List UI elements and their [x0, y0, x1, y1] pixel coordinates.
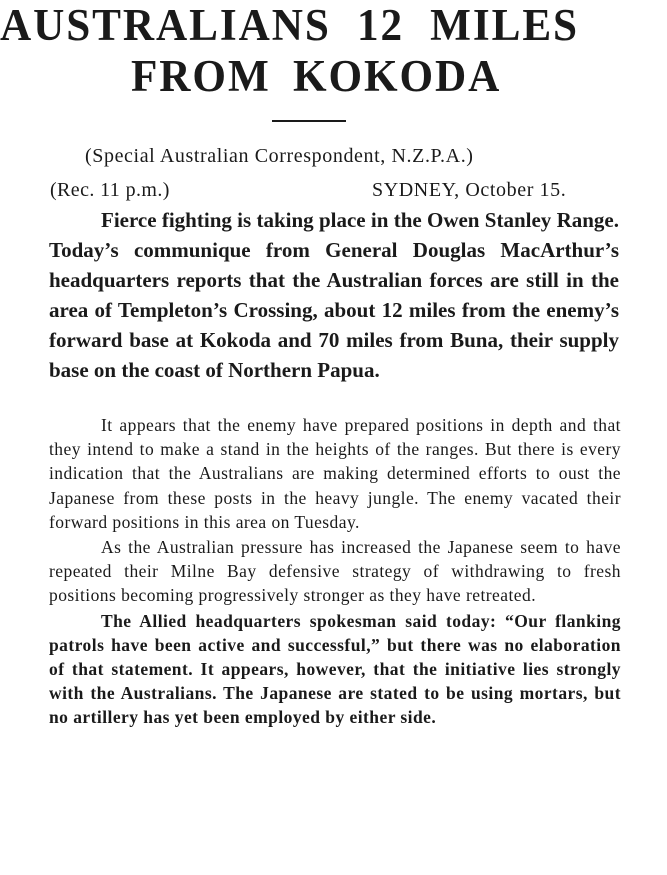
lead-paragraph-block	[49, 205, 619, 385]
byline: (Special Australian Correspondent, N.Z.P.A.)	[85, 145, 474, 167]
lead-paragraph: Fierce fighting is taking place in the Owen Stanley Range. Today’s communique from General Douglas MacArthur’s headquarters reports that the Australian forces are still in the area of Templeton’s Crossing, about 12 miles from the enemy’s forward base at Kokoda and 70 miles from Buna, their supply base on the coast of Northern Papua.	[49, 208, 619, 382]
headline-line-2: FROM KOKODA	[131, 51, 502, 101]
headline-divider	[272, 120, 346, 122]
body-paragraph: As the Australian pressure has increased the Japanese seem to have repeated their Milne Bay defensive strategy of withdrawing to fresh positions becoming progressively stronger as they have retreated.	[49, 537, 621, 606]
dateline: SYDNEY, October 15.	[372, 179, 567, 201]
article-body	[49, 413, 621, 730]
body-paragraph: The Allied headquarters spokesman said today: “Our flanking patrols have been active and successful,” but there was no elaboration of that statement. It appears, however, that the initiative lies strongly with the Australians. The Japanese are stated to be using mortars, but no artillery has yet been employed by either side.	[49, 610, 621, 728]
headline-line-1: AUSTRALIANS 12 MILES	[0, 0, 579, 50]
received-time: (Rec. 11 p.m.)	[50, 179, 170, 201]
body-paragraph: It appears that the enemy have prepared positions in depth and that they intend to make a stand in the heights of the ranges. But there is every indication that the Australians are making determined efforts to oust the Japanese from these posts in the heavy jungle. The enemy vacated their forward positions in this area on Tuesday.	[49, 415, 621, 532]
